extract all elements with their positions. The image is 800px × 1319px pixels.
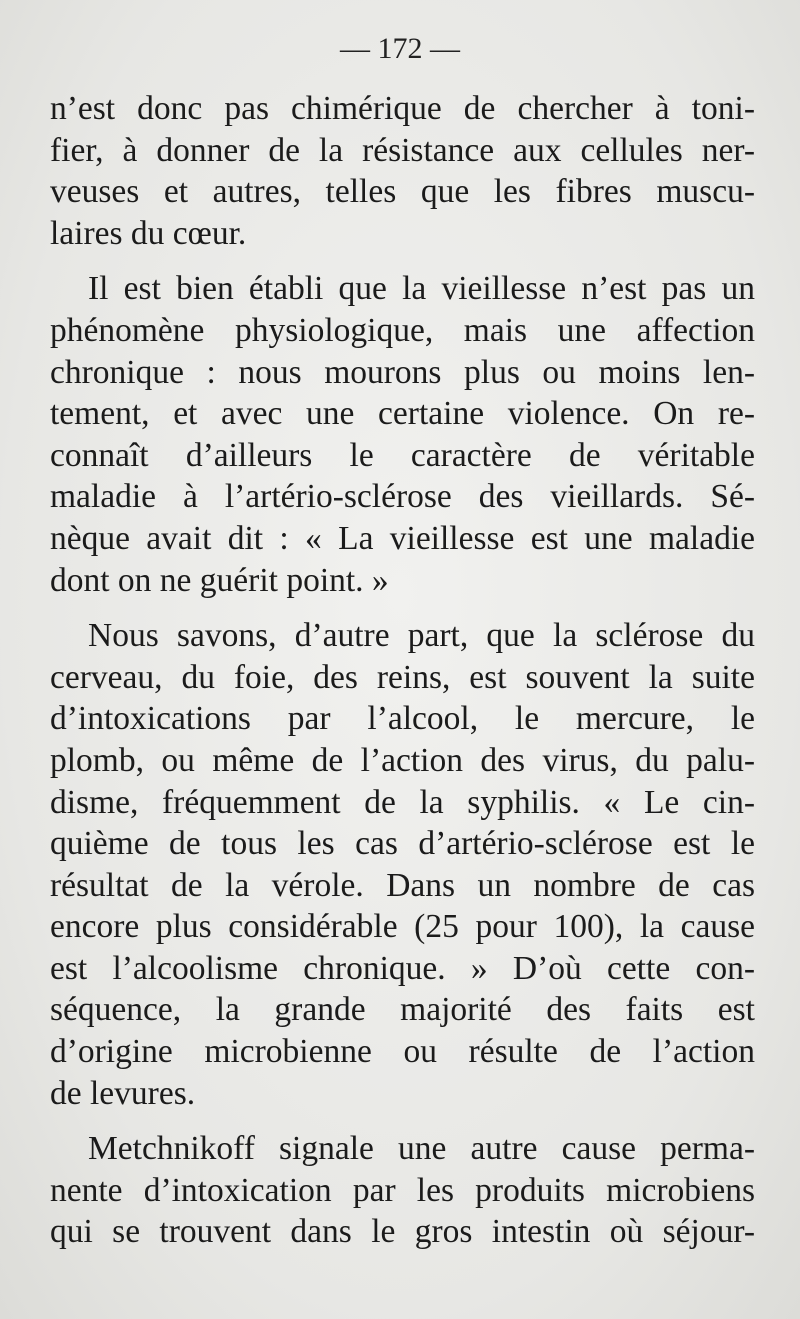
text-line: nente d’intoxication par les produits microbiens [50, 1171, 755, 1209]
text-line: veuses et autres, telles que les fibres muscu- [50, 173, 755, 211]
text-line: disme, fréquemment de la syphilis. « Le cin- [50, 783, 755, 821]
body-text [50, 88, 755, 1253]
text-line: Nous savons, d’autre part, que la sclérose du [88, 617, 755, 655]
text-line: encore plus considérable (25 pour 100), la cause [50, 908, 755, 946]
text-line: Il est bien établi que la vieillesse n’est pas un [88, 270, 755, 308]
text-line: Metchnikoff signale une autre cause perma- [88, 1130, 755, 1168]
paragraph [50, 1128, 755, 1253]
text-line: quième de tous les cas d’artério-sclérose est le [50, 825, 755, 863]
text-line: dont on ne guérit point. » [50, 561, 389, 599]
paragraph [50, 268, 755, 601]
text-line: d’intoxications par l’alcool, le mercure, le [50, 700, 755, 738]
paragraph [50, 615, 755, 1114]
text-line: fier, à donner de la résistance aux cellules ner- [50, 131, 755, 169]
text-line: de levures. [50, 1074, 196, 1112]
text-line: n’est donc pas chimérique de chercher à toni- [50, 90, 755, 127]
page-number: — 172 — [340, 32, 460, 65]
text-line: nèque avait dit : « La vieillesse est une maladie [50, 519, 755, 557]
text-line: laires du cœur. [50, 214, 247, 252]
text-line: qui se trouvent dans le gros intestin où séjour- [50, 1213, 755, 1251]
text-line: résultat de la vérole. Dans un nombre de cas [50, 866, 755, 904]
text-line: phénomène physiologique, mais une affection [50, 311, 755, 349]
text-line: séquence, la grande majorité des faits est [50, 991, 755, 1029]
text-line: maladie à l’artério-sclérose des vieillards. Sé- [50, 478, 755, 516]
text-line: chronique : nous mourons plus ou moins len- [50, 353, 755, 391]
text-line: est l’alcoolisme chronique. » D’où cette con- [50, 949, 755, 987]
paragraph [50, 88, 755, 254]
text-line: connaît d’ailleurs le caractère de véritable [50, 436, 755, 474]
text-line: d’origine microbienne ou résulte de l’action [50, 1033, 755, 1071]
text-line: cerveau, du foie, des reins, est souvent la suite [50, 658, 755, 696]
text-line: tement, et avec une certaine violence. On re- [50, 395, 755, 433]
text-line: plomb, ou même de l’action des virus, du palu- [50, 741, 755, 779]
